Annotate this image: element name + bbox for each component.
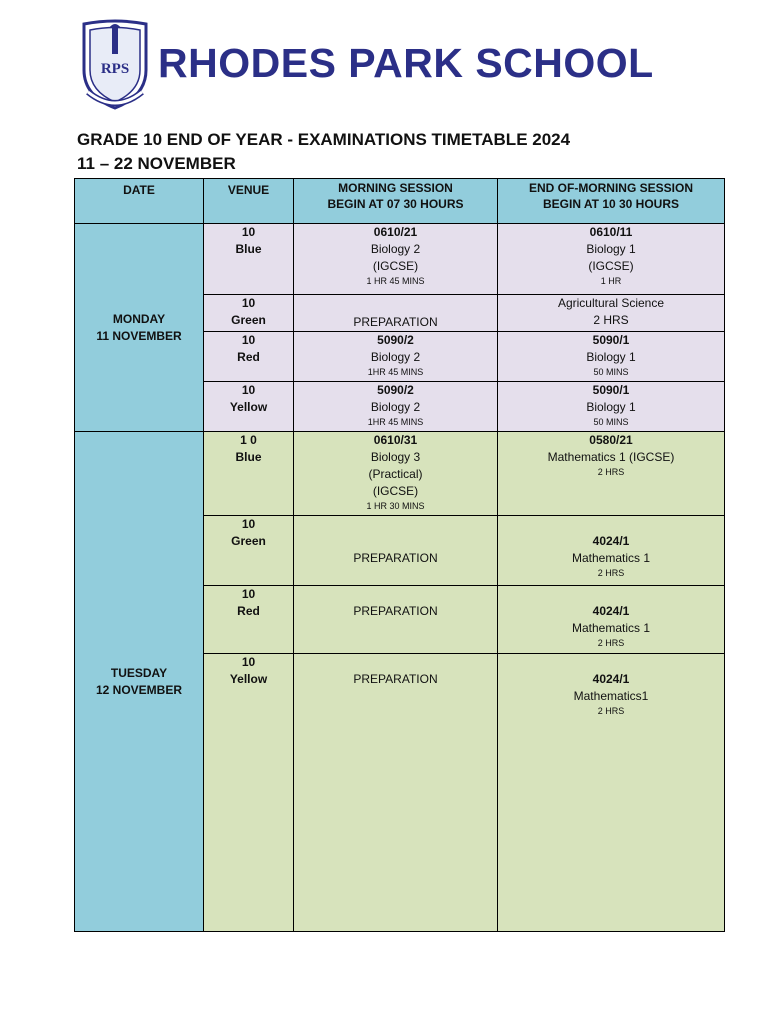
morning-header-line2: BEGIN AT 07 30 HOURS <box>327 197 464 211</box>
venue-cell <box>204 224 294 295</box>
exam-duration: 2 HRS <box>597 706 625 716</box>
end-session-cell <box>498 332 725 382</box>
venue-color: Blue <box>235 450 262 464</box>
exam-subject: Biology 2 <box>370 400 421 414</box>
morning-session-cell <box>294 382 498 432</box>
exam-subject: Mathematics 1 (IGCSE) <box>547 450 675 464</box>
preparation-label: PREPARATION <box>353 551 438 565</box>
end-session-cell <box>498 586 725 654</box>
exam-subject: Biology 1 <box>586 400 636 414</box>
exam-extra: (IGCSE) <box>372 259 419 273</box>
end-session-cell <box>498 516 725 586</box>
exam-subject: Biology 3 <box>370 450 421 464</box>
end-session-cell <box>498 654 725 932</box>
venue-number: 10 <box>241 225 256 239</box>
end-session-cell <box>498 295 725 332</box>
venue-number: 10 <box>241 517 256 531</box>
table-row <box>75 224 725 295</box>
venue-cell <box>204 332 294 382</box>
exam-code: 4024/1 <box>592 604 630 618</box>
col-header-end <box>498 179 725 224</box>
exam-code: 0610/11 <box>589 225 633 239</box>
morning-session-cell <box>294 654 498 932</box>
table-header-row <box>75 179 725 224</box>
exam-subject: Biology 2 <box>370 242 421 256</box>
exam-code: 4024/1 <box>592 672 630 686</box>
preparation-label: PREPARATION <box>353 604 438 618</box>
end-session-cell <box>498 432 725 516</box>
morning-session-cell <box>294 516 498 586</box>
exam-subject: Mathematics 1 <box>571 621 651 635</box>
exam-code: 5090/2 <box>377 333 414 347</box>
date-label: 11 NOVEMBER <box>96 328 182 343</box>
day-label: MONDAY <box>112 311 166 326</box>
date-label: 12 NOVEMBER <box>95 682 183 697</box>
exam-subject: Mathematics1 <box>573 689 649 703</box>
exam-code: 5090/1 <box>592 333 630 347</box>
venue-color: Green <box>231 313 266 327</box>
date-cell-monday <box>75 224 204 432</box>
venue-number: 10 <box>241 587 256 601</box>
venue-color: Yellow <box>229 672 268 686</box>
exam-extra: (IGCSE) <box>588 259 634 273</box>
col-header-venue: VENUE <box>204 179 294 224</box>
end-header-line2: BEGIN AT 10 30 HOURS <box>542 197 680 211</box>
end-session-cell <box>498 224 725 295</box>
school-crest-icon <box>78 18 152 110</box>
document-title: GRADE 10 END OF YEAR - EXAMINATIONS TIMETABLE 2024 <box>77 130 571 149</box>
venue-number: 1 0 <box>240 433 257 447</box>
exam-duration: 2 HRS <box>597 568 625 578</box>
venue-color: Red <box>237 350 260 364</box>
morning-session-cell <box>294 224 498 295</box>
venue-cell <box>204 382 294 432</box>
morning-session-cell <box>294 586 498 654</box>
end-session-cell <box>498 382 725 432</box>
exam-duration: 1HR 45 MINS <box>367 417 424 427</box>
exam-code: 0610/31 <box>373 433 418 447</box>
exam-duration: 50 MINS <box>593 367 629 377</box>
exam-duration: 2 HRS <box>593 313 629 327</box>
exam-code: 5090/1 <box>592 383 630 397</box>
exam-duration: 1HR 45 MINS <box>367 367 424 377</box>
morning-header-line1: MORNING SESSION <box>338 181 453 195</box>
document-dates: 11 – 22 NOVEMBER <box>77 154 236 173</box>
venue-number: 10 <box>241 383 256 397</box>
crest-letters: RPS <box>100 61 130 77</box>
end-header-line1: END OF-MORNING SESSION <box>528 181 693 195</box>
exam-subject: Biology 1 <box>586 350 636 364</box>
school-header <box>78 18 698 110</box>
venue-color: Red <box>237 604 260 618</box>
venue-cell <box>204 586 294 654</box>
day-label: TUESDAY <box>110 665 168 680</box>
exam-code: 0610/21 <box>373 225 418 239</box>
exam-subject: Biology 1 <box>586 242 636 256</box>
venue-cell <box>204 654 294 932</box>
morning-session-cell <box>294 432 498 516</box>
exam-code: 5090/2 <box>377 383 414 397</box>
date-cell-tuesday <box>75 432 204 932</box>
col-header-date: DATE <box>75 179 204 224</box>
exam-duration: 1 HR 30 MINS <box>366 501 425 511</box>
preparation-label: PREPARATION <box>353 672 438 686</box>
exam-duration: 1 HR <box>600 276 622 286</box>
exam-duration: 2 HRS <box>597 638 625 648</box>
venue-number: 10 <box>241 333 256 347</box>
venue-color: Green <box>231 534 266 548</box>
venue-color: Blue <box>235 242 262 256</box>
exam-timetable <box>74 178 725 932</box>
exam-duration: 2 HRS <box>597 467 625 477</box>
exam-subject: Agricultural Science <box>557 296 665 310</box>
exam-code: 0580/21 <box>589 433 633 447</box>
exam-extra: (Practical) <box>368 467 423 481</box>
venue-cell <box>204 516 294 586</box>
exam-subject: Mathematics 1 <box>571 551 651 565</box>
exam-subject: Biology 2 <box>370 350 421 364</box>
venue-number: 10 <box>241 296 256 310</box>
venue-color: Yellow <box>229 400 268 414</box>
morning-session-cell <box>294 295 498 332</box>
preparation-label: PREPARATION <box>353 315 438 329</box>
venue-number: 10 <box>241 655 256 669</box>
exam-extra: (IGCSE) <box>372 484 419 498</box>
venue-cell <box>204 432 294 516</box>
morning-session-cell <box>294 332 498 382</box>
exam-duration: 50 MINS <box>593 417 629 427</box>
col-header-morning <box>294 179 498 224</box>
exam-duration: 1 HR 45 MINS <box>366 276 425 286</box>
table-row <box>75 432 725 516</box>
venue-cell <box>204 295 294 332</box>
school-name: RHODES PARK SCHOOL <box>158 40 654 86</box>
exam-code: 4024/1 <box>592 534 630 548</box>
